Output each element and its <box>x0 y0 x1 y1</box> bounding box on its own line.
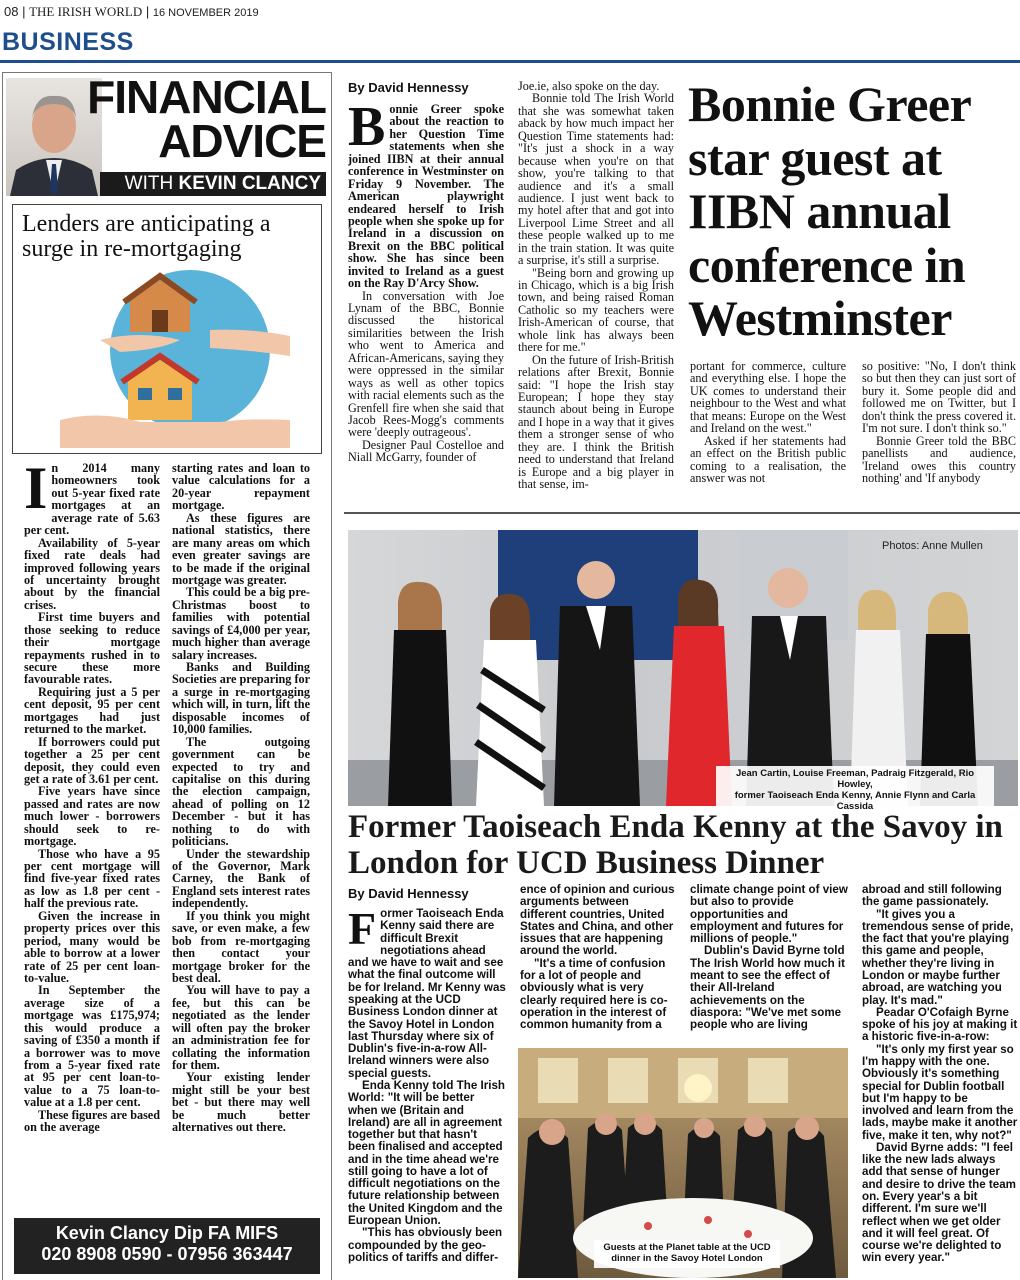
kenny-column-2: ence of opinion and curious arguments between different countries, United States and China, and other issues that are happening around the world. "It's a time of confusion for a lot of people and obviously what is very clearly required here is co-operation in the interest of common humanity from a <box>520 884 675 1032</box>
financial-advice-headline: Lenders are anticipating a surge in re-mortgaging <box>22 211 271 263</box>
house-in-hand-illustration <box>60 270 290 450</box>
section-title: BUSINESS <box>2 28 134 56</box>
financial-advice-column-1: I n 2014 many homeowners took out 5-year fixed rate mortgages at an average rate of 5.63 per cent. Availability of 5-year fixed rate deals had improved following years of uncertainty brought about by the financial crises. First time buyers and those seeking to reduce their mortgage repayments rushed in to secure these more favourable rates. Requiring just a 5 per cent deposit, 95 per cent mortgages had just returned to the market. If borrowers could put together a 25 per cent deposit, they could even get a rate of 3.61 per cent. Five years have since passed and rates are now much lower - borrowers should seek to re-mortgage. Those who have a 95 per cent mortgage will find five-year fixed rates as low as 1.8 per cent - half the previous rate. Given the increase in property prices over this period, many would be able to borrow at a lower rate of 25 per cent loan-to-value. In September the average size of a mortgage was £175,974; this would produce a saving of £350 a month if a borrower was to move from a 5-year fixed rate at 95 per cent loan-to-value to a 75 loan-to-value at a 1.8 per cent. These figures are based on the average <box>24 462 160 1135</box>
story-divider <box>344 512 1020 514</box>
page-header: 08 | THE IRISH WORLD | 16 NOVEMBER 2019 <box>4 4 259 19</box>
bonnie-column-4: so positive: "No, I don't think so but then they can just sort of bury it. Some people did and followed me on Twitter, but I don't think the press covered it. I'm not sure. I don't think so." Bonnie Greer told the BBC panellists and audience, 'Ireland owes this country nothing' and 'If anybody <box>862 360 1016 485</box>
kenny-column-1: F ormer Taoiseach Enda Kenny said there are difficult Brexit negotiations ahead and we have to wait and see what the final outcome will be for Ireland. Mr Kenny was speaking at the UCD Business London dinner at the Savoy Hotel in London last Thursday where six of Dublin's five-in-a-row All-Ireland winners were also special guests. Enda Kenny told The Irish World: "It will be better when we (Britain and Ireland) are all in agreement together but that hasn't been finalised and accepted and in the time ahead we're still going to have a lot of difficult negotiations on the future relationship between the United Kingdom and the European Union. "This has obviously been compounded by the geo-politics of tariffs and differ- <box>348 908 506 1264</box>
bonnie-byline: By David Hennessy <box>348 80 469 95</box>
dinner-photo-caption: Guests at the Planet table at the UCD dinner in the Savoy Hotel London <box>594 1240 780 1268</box>
kenny-column-4: abroad and still following the game passionately. "It gives you a tremendous sense of pride, the fact that you're playing this game and people, whether they're living in London or maybe further abroad, are watching you play. It's mad." Peadar O'Cofaigh Byrne spoke of his joy at making it a historic five-in-a-row: "It's only my first year so I'm happy with the one. Obviously it's something special for Dublin football but I'm happy to be involved and learn from the lads, maybe make it another five, make it ten, why not?" David Byrne adds: "I feel like the new lads always add that sense of hunger and desire to drive the team on. Every year's a bit different. I'm sure we'll reflect when we get older and it will feel great. Of course we're delighted to win every year." <box>862 884 1018 1265</box>
author-bar: WITH KEVIN CLANCY <box>100 172 326 196</box>
bonnie-column-1: B onnie Greer spoke about the reaction to her Question Time statements when she joined IIBN at their annual conference in Westminster on Friday 9 November. The American playwright endeared herself to Irish people when she spoke up for Ireland in a discussion on Brexit on the BBC political show. She has since been invited to Ireland as a guest on the Ray D'Arcy Show. In conversation with Joe Lynam of the BBC, Bonnie discussed the historical similarities between the Irish who went to America and African-Americans, saying they were oppressed in the similar ways as well as other topics with racial elements such as the Grenfell fire when she said that Jacob Rees-Mogg's comments were 'deeply outrageous'. Designer Paul Costelloe and Niall McGarry, founder of <box>348 103 504 465</box>
publication-name: THE IRISH WORLD <box>29 4 143 19</box>
group-photo-caption: Jean Cartin, Louise Freeman, Padraig Fitzgerald, Rio Howley, former Taoiseach Enda Kenny, Annie Flynn and Carla Cassida <box>716 766 994 816</box>
advert-phone: 020 8908 0590 - 07956 363447 <box>41 1244 293 1264</box>
bonnie-headline: Bonnie Greer star guest at IIBN annual conference in Westminster <box>688 76 971 346</box>
issue-date: 16 NOVEMBER 2019 <box>152 7 259 19</box>
financial-advice-column-2: starting rates and loan to value calculations for a 20-year repayment mortgage. As these figures are national statistics, there are many areas om which even greater savings are to be made if the original mortgage was greater. This could be a big pre-Christmas boost to families with potential savings of £4,000 per year, much higher than average salary increases. Banks and Building Societies are preparing for a surge in re-mortgaging which will, in turn, lift the disposable incomes of 10,000 families. The outgoing government can be expected to try and capitalise on this during the election campaign, ahead of polling on 12 December - but it has nothing to do with politicians. Under the stewardship of the Governor, Mark Carney, the Bank of England sets interest rates independently. If you think you might save, or even make, a few bob from re-mortgaging then contact your mortgage broker for the best deal. You will have to pay a fee, but this can be negotiated as the lender will often pay the broker an administration fee for collating the information for them. Your existing lender might still be your best bet - but there may well be much better alternatives out there. <box>172 462 310 1135</box>
contact-advert <box>14 1218 320 1274</box>
advert-name: Kevin Clancy Dip FA MIFS <box>55 1223 279 1243</box>
financial-advice-title: FINANCIAL ADVICE <box>87 71 326 167</box>
drop-cap: B <box>348 103 386 158</box>
drop-cap: I <box>24 462 48 521</box>
group-photo <box>348 530 1018 806</box>
photo-credit: Photos: Anne Mullen <box>882 540 983 552</box>
drop-cap: F <box>348 908 377 954</box>
bonnie-column-2: Joe.ie, also spoke on the day. Bonnie told The Irish World that she was somewhat taken aback by how much impact her Question Time statements had: "It's just a shock in a way because when you're on that show, you're talking to that audience and it's a small audience. I just went back to my hotel after that and got into Liverpool Lime Street and all these people walked up to me in the train station. It was quite a surprise, it's still a surprise. "Being born and growing up in Chicago, which is a big Irish town, and being raised Roman Catholic so my teachers were Irish-American of course, that whole link has always been there for me." On the future of Irish-British relations after Brexit, Bonnie said: "I hope the Irish stay European; I hope they stay staunch about being in Europe and I hope in a way that it gives them a stronger sense of who they are. I think the British need to understand that Ireland is Europe and a big player in that sense, im- <box>518 80 674 491</box>
kenny-column-3: climate change point of view but also to provide opportunities and employment and futures for millions of people." Dublin's David Byrne told The Irish World how much it meant to see the effect of their All-Ireland achievements on the diaspora: "We've met some people who are living <box>690 884 848 1032</box>
kenny-byline: By David Hennessy <box>348 886 469 901</box>
page-number: 08 <box>4 4 19 19</box>
bonnie-column-3: portant for commerce, culture and everything else. I hope the UK comes to understand their neighbour to the West and what that means: Europe on the West and Ireland on the west." Asked if her statements had an effect on the British public coming to a realisation, the answer was not <box>690 360 846 485</box>
kenny-headline: Former Taoiseach Enda Kenny at the Savoy in London for UCD Business Dinner <box>348 809 1003 881</box>
section-rule <box>0 60 1020 63</box>
